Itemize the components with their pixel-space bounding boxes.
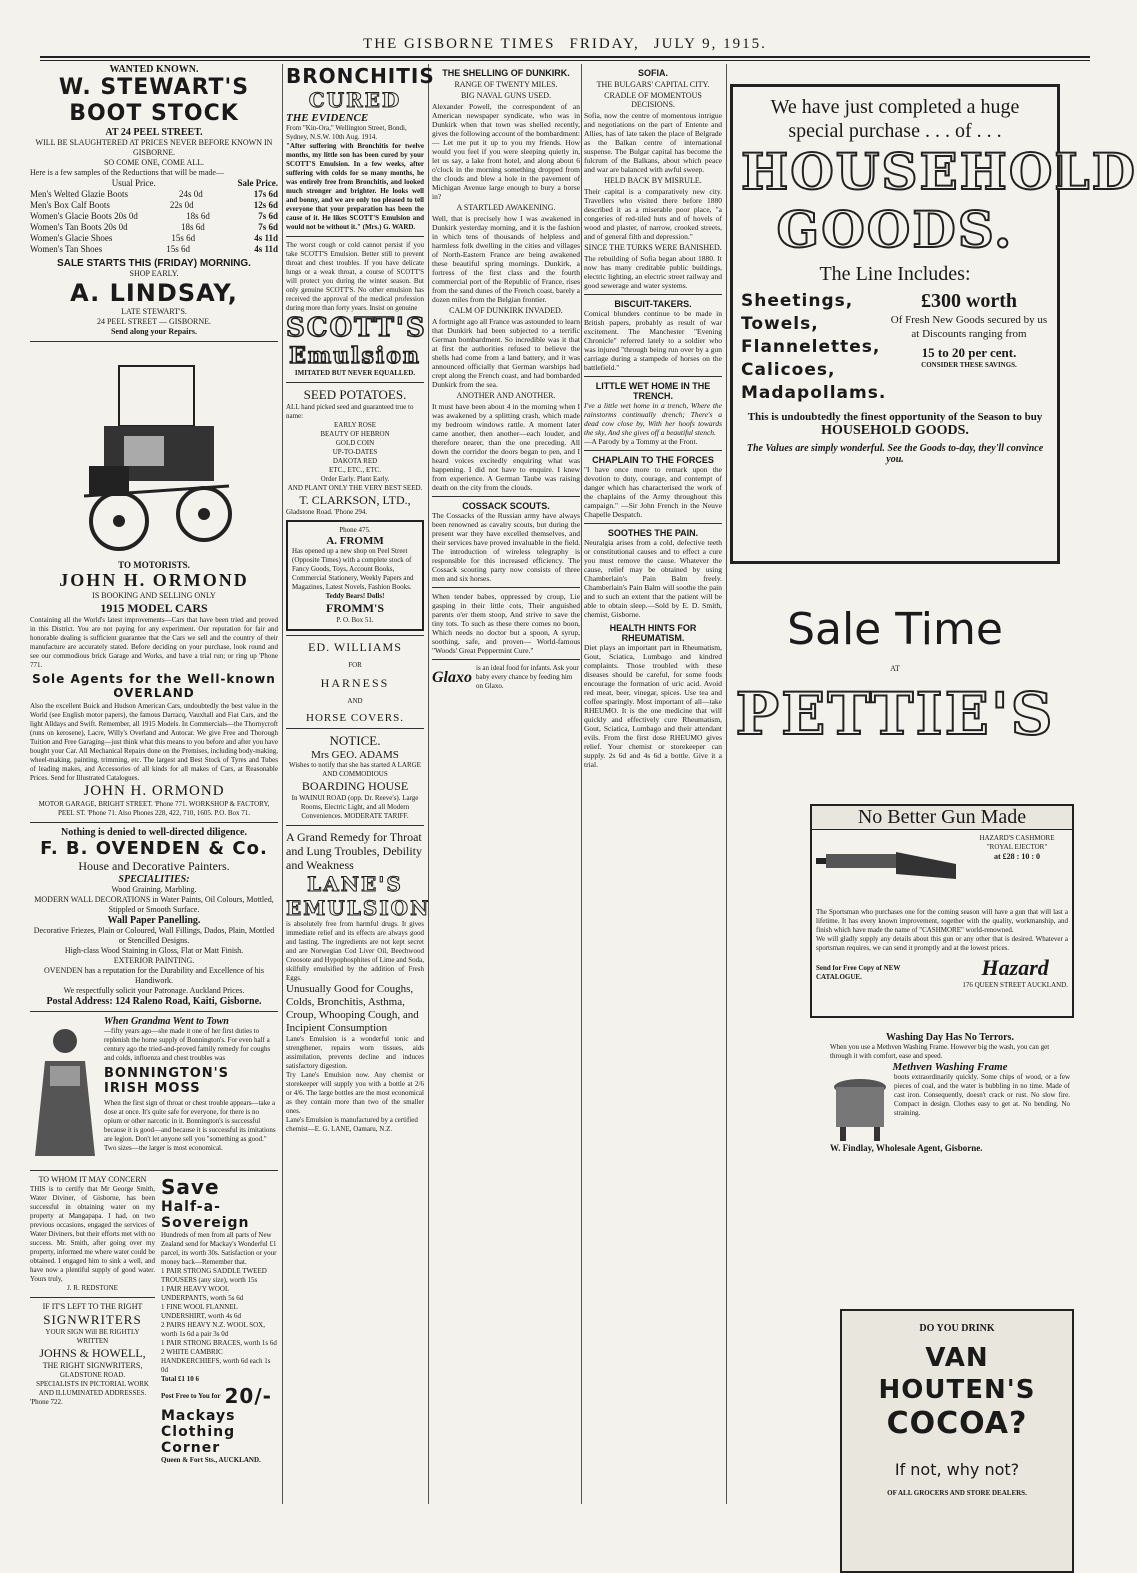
sale-at: AT	[890, 664, 900, 673]
hh-worth	[889, 290, 1049, 405]
gun-footer	[812, 953, 1072, 992]
price-row	[30, 244, 278, 255]
wet-home-poem: I've a little wet home in a trench, Where the rainstorms continually drench; There's a dead cow close by, With her hoofs towards the sky, And she gives off a beautiful stench.	[584, 401, 722, 437]
clarkson-name: T. CLARKSON, LTD.,	[299, 493, 411, 507]
repairs-line: Send along your Repairs.	[110, 327, 198, 336]
hazard-label: HAZARD'S CASHMORE "ROYAL EJECTOR"	[979, 834, 1055, 851]
shop-early: SHOP EARLY.	[129, 269, 179, 278]
emulsion-brand: Emulsion	[289, 343, 421, 369]
post-free: Post Free to You for	[161, 1391, 221, 1400]
glaxo-brand: Glaxo	[432, 668, 472, 686]
column-4	[584, 64, 722, 1504]
parcel-item: 2 WHITE CAMBRIC HANDKERCHIEFS, worth 6d each 1s 0d	[161, 1348, 271, 1374]
hh-item: Sheetings,	[741, 291, 854, 311]
hh-item: Calicoes,	[741, 360, 836, 380]
masthead	[40, 36, 1090, 56]
values-line: The Values are simply wonderful. See the Goods to-day, they'll convince you.	[746, 443, 1044, 465]
notice-heading: NOTICE.	[329, 733, 381, 748]
van-houtens: VAN HOUTEN'S	[878, 1343, 1036, 1405]
overland-heading: Sole Agents for the Well-known OVERLAND	[32, 672, 276, 700]
hh-item: Flannelettes,	[741, 337, 881, 357]
scott-body: The worst cough or cold cannot persist if you take SCOTT'S Emulsion. Better still to prevent throat and chest troubles. If you have delicate lungs or a weak throat, a course of SCOTT'S will protect you during the winter season. But only genuine SCOTT'S. No other emulsion has received the approval of the medical profession during more than forty years. Insist on genuine	[286, 241, 424, 312]
price-item: Women's Glacie Boots 20s 0d	[30, 211, 138, 221]
spec-line: Wood Graining. Marbling.	[111, 885, 197, 894]
johns-phone: 'Phone 722.	[30, 1398, 63, 1406]
imitated: IMITATED BUT NEVER EQUALLED.	[294, 369, 416, 377]
price-header	[30, 178, 278, 189]
price-sale: 7s 6d	[258, 211, 278, 221]
stewart-address: AT 24 PEEL STREET.	[105, 127, 203, 138]
parcel-item: 1 PAIR HEAVY WOOL UNDERPANTS, worth 5s 6d	[161, 1285, 244, 1302]
overland-body: Also the excellent Buick and Hudson American Cars, undoubtedly the best value in the World (see English motor papers), the famous Darracq, Vauxhall and Fiat Cars, and the light Alldays and Swift. Remember, all 1915 Models. In Commercials—the Thornycroft (runs on kerosene), Lacre, Willy's Overland and Autocar. We give Free and Thorough Tuition and Free Garaging—just think what this means to you before and after you have bought your Car. All Mechanical Repairs done on the Premises, including body-making, wheel-making, painting, trimming, etc. The largest and Best Stock of Tyres and Tubes of leading makes, and Accessories of all kinds for all makes of Cars, at Reasonable Prices. Send for Illustrated Catalogues.	[30, 702, 278, 782]
adams-body: Wishes to notify that she has started A LARGE AND COMMODIOUS	[289, 761, 421, 778]
concern-body: THIS is to certify that Mr George Smith, Water Diviner, of Gisborne, has been successful in obtaining water on my property at Mangapapa. I had, on two previous occasions, engaged the services of Water Diviners, but their efforts met with no success. Mr. Smith, after going over my property, informed me where water could be obtained. I engaged him to sink a well, and have now a plentiful supply of good water. Yours truly,	[30, 1185, 155, 1283]
price-item: Men's Box Calf Boots	[30, 200, 110, 210]
price-row	[30, 189, 278, 200]
worth-amount: £300 worth	[920, 290, 1018, 312]
spec-line: MODERN WALL DECORATIONS in Water Paints, Oil Colours, Mottled, Stippled or Smooth Surface.	[34, 895, 274, 914]
hh-intro: We have just completed a huge special purchase . . . of . . .	[770, 96, 1020, 142]
cossack-body: The Cossacks of the Russian army have always been renowned as cavalry scouts, but during the present war they have excelled themselves, and their services have proved invaluable in the field. The introduction of wireless telegraphy is responsible for this increased efficiency. The Cossack scouting party now consists of three men and six horses.	[432, 511, 580, 583]
mackays-ad	[161, 1175, 278, 1465]
article-title-soothes: SOOTHES THE PAIN.	[607, 528, 699, 538]
late-stewarts: LATE STEWART'S.	[121, 307, 187, 316]
sale-header: Sale Price.	[237, 178, 278, 188]
price-sale: 17s 6d	[253, 189, 278, 199]
startled-sub: A STARTLED AWAKENING.	[456, 203, 556, 212]
usual-header: Usual Price.	[111, 178, 156, 188]
goods-word: GOODS.	[776, 200, 1014, 259]
your-sign: YOUR SIGN Will BE RIGHTLY WRITTEN	[45, 1328, 140, 1345]
article-title-dunkirk: THE SHELLING OF DUNKIRK.	[442, 68, 570, 78]
spec-line: OVENDEN has a reputation for the Durability and Excellence of his Handiwork.	[44, 966, 264, 985]
specialities-heading: SPECIALITIES:	[118, 874, 190, 885]
bonnington-brand: BONNINGTON'S IRISH MOSS	[104, 1066, 230, 1096]
nothing-denied: Nothing is denied to well-directed diligence.	[61, 827, 247, 838]
bonnington-body: When the first sign of throat or chest trouble appears—take a dose at once. It's quite safe for everyone, for there is no opium or other narcotic in it. Bonnington's is successful because it is good—and because it is successful its imitations are legion. Don't let anyone sell you "something as good." Two sizes—the larger is most economical.	[104, 1099, 276, 1152]
fromm-body: Has opened up a new shop on Peel Street (Opposite Times) with a complete stock of Fancy Goods, Toys, Account Books, Commercial Stationery, Weekly Papers and Magazines, Latest Novels, Fashion Books.	[292, 547, 414, 591]
if-left: IF IT'S LEFT TO THE RIGHT	[42, 1302, 143, 1311]
cocoa-ad	[840, 1309, 1074, 1573]
plant-only: AND PLANT ONLY THE VERY BEST SEED.	[287, 484, 423, 492]
seed-item: BEAUTY OF HEBRON	[320, 430, 390, 438]
unusually-good: Unusually Good for Coughs, Colds, Bronchitis, Asthma, Croup, Whooping Cough, and Incipient Consumption	[286, 983, 419, 1034]
spec-line: High-class Wood Staining in Gloss, Flat or Matt Finish.	[64, 946, 244, 955]
methven-body: boots extraordinarily quickly. Some chips of wood, or a few pieces of coal, and the water is bubbling in no time. Made of cast iron. Consequently, doesn't crack or rust. No slow fire. Compact in design. Clothes easy to get at. No bending. No straining.	[894, 1073, 1070, 1117]
price-list	[30, 189, 278, 255]
opportunity: This is undoubtedly the finest opportunity of the Season to buy	[747, 411, 1043, 423]
fromm-ad	[286, 520, 424, 631]
ed-williams: ED. WILLIAMS	[308, 640, 402, 654]
specialists: SPECIALISTS IN PICTORIAL WORK AND ILLUMINATED ADDRESSES.	[36, 1380, 149, 1397]
sale-starts: SALE STARTS THIS (FRIDAY) MORNING.	[57, 258, 251, 269]
glaxo-ad	[432, 664, 580, 691]
hh-goods: HOUSEHOLD GOODS.	[821, 423, 969, 438]
ovenden-trade: House and Decorative Painters.	[78, 859, 230, 873]
parcel-item: 1 FINE WOOL FLANNEL UNDERSHIRT, worth 4s 6d	[161, 1303, 241, 1320]
ormond-name: JOHN H. ORMOND	[59, 570, 249, 590]
lindsay-name: A. LINDSAY,	[70, 279, 238, 307]
boarding-house: BOARDING HOUSE	[301, 779, 409, 793]
column-rule	[726, 64, 727, 1504]
fromm-name: A. FROMM	[326, 535, 384, 547]
save-heading: Save	[161, 1175, 220, 1199]
sale-time: Sale Time	[787, 604, 1003, 655]
gun-title: No Better Gun Made	[812, 806, 1072, 830]
price-sale: 12s 6d	[253, 200, 278, 210]
line-includes: The Line Includes:	[819, 263, 971, 285]
sofia-body-3: The rebuilding of Sofia began about 1880. It now has many creditable public buildings, electric lighting, an electric street railway and good sewerage and water systems.	[584, 254, 722, 290]
health-body: Diet plays an important part in Rheumatism, Gout, Sciatica, Lumbago and kindred complaints. Those troubled with these diseases should be careful, for some foods encourage the formation of uric acid. Avoid red meat, beer, vinegar, spices. Use tea and coffee sparingly. Most important of all—take RHEUMO. It is the one medicine that will quickly and effectively cure Rheumatism, Gout, Sciatica, Lumbago and their attendant evils. From the first dose RHEUMO gives relief. Your chemist or storekeeper can supply. 2s 6d and 4s 6d a bottle. Give it a trial.	[584, 643, 722, 769]
save-body: Hundreds of men from all parts of New Zealand send for Mackay's Wonderful £1 parcel, its worth 30s. Satisfaction or your money back—Remember that.	[161, 1231, 277, 1266]
biscuit-body: Comical blunders continue to be made in British papers, probably as result of war excitement. The Manchester "Evening Chronicle" referred lately to a soldier who was injured "through being run over by a gun carriage during a stampede of horses on the battlefield."	[584, 309, 722, 372]
lanes-body: is absolutely free from harmful drugs. It gives immediate relief and its effects are always good and lasting. The ingredients are not kept secret and are Norwegian Cod Liver Oil, Beechwood Creosote and Hypophosphites of Lime and Soda, skilfully emulsified by the addition of Fresh Eggs.	[286, 920, 424, 982]
price-row	[30, 222, 278, 233]
column-3	[432, 64, 580, 1504]
lanes-body-2: Lane's Emulsion is a wonderful tonic and strengthener, repairs worn tissues, aids assimilation, prevents decline and induces satisfactory digestion.	[286, 1035, 424, 1070]
lanes-manufacturer: Lane's Emulsion is manufactured by a certified chemist—E. G. LANE, Oamaru, N.Z.	[286, 1116, 418, 1133]
price-item: Women's Tan Boots 20s 0d	[30, 222, 128, 232]
household-goods-ad	[730, 84, 1137, 564]
for-word: FOR	[348, 661, 362, 669]
model-cars: 1915 MODEL CARS	[100, 601, 208, 615]
seed-item: UP-TO-DATES	[332, 448, 378, 456]
grandma-title: When Grandma Went to Town	[104, 1016, 229, 1027]
chaplain-body: "I have once more to remark upon the devotion to duty, courage, and contempt of danger which has characterised the work of the chaplains of the Army throughout this campaign." —Sir John French in the Neuve Chapelle Despatch.	[584, 465, 722, 519]
masthead-paper: THE GISBORNE TIMES	[363, 36, 556, 52]
washing-title: Washing Day Has No Terrors.	[886, 1032, 1014, 1043]
order-early: Order Early. Plant Early.	[320, 475, 390, 483]
price-usual: 18s 6d	[181, 222, 205, 232]
bonnington-ad	[30, 1016, 278, 1166]
petties-brand: PETTIE'S	[735, 680, 1055, 748]
sale-line-1: WILL BE SLAUGHTERED AT PRICES NEVER BEFORE KNOWN IN GISBORNE.	[35, 138, 273, 157]
grandma-body: —fifty years ago—she made it one of her first duties to replenish the home supply of Bonnington's. For even half a century ago the tried-and-proved family remedy for coughs and colds, influenza and chest troubles was	[104, 1027, 271, 1062]
washing-body: When you use a Methven Washing Frame. However big the wash, you can get through it with comfort, ease and speed.	[830, 1043, 1050, 1060]
spec-line: Decorative Friezes, Plain or Coloured, Wall Fillings, Dados, Plain, Mottled or Stencilled Designs.	[33, 926, 275, 945]
price-item: Women's Glacie Shoes	[30, 233, 113, 243]
price-intro: Here is a few samples of the Reductions that will be made—	[30, 168, 224, 177]
catalogue: Send for Free Copy of NEW CATALOGUE.	[816, 963, 901, 981]
price-row	[30, 233, 278, 244]
dunkirk-body-1: Alexander Powell, the correspondent of an American newspaper syndicate, who was in Dunkirk when that town was shelled recently, gives the following account of the bombardment:— Let me put it up to you my friends. How would you feel if you were sleeping quietly in, let us say, a lake front hotel, and along about 6 o'clock in the morning something dropped from the clouds and blew a hole in the pavement of Michigan Avenue large enough to bury a horse in?	[432, 102, 580, 201]
glaxo-body: is an ideal food for infants. Ask your baby every chance by feeding him on Glaxo.	[476, 664, 579, 690]
seed-heading: SEED POTATOES.	[303, 387, 407, 402]
signwriters: SIGNWRITERS	[43, 1312, 142, 1327]
gladstone-rd: GLADSTONE ROAD.	[59, 1371, 126, 1379]
if-not-why: If not, why not?	[894, 1460, 1020, 1479]
methven-title: Methven Washing Frame	[892, 1061, 1008, 1073]
cradle-sub: CRADLE OF MOMENTOUS DECISIONS.	[604, 91, 702, 109]
cured-heading: CURED	[308, 88, 402, 112]
mrs-adams: Mrs GEO. ADAMS	[311, 749, 399, 761]
article-title-chaplain: CHAPLAIN TO THE FORCES	[592, 455, 714, 465]
price-sale: 4s 11d	[254, 244, 278, 254]
naval-sub: BIG NAVAL GUNS USED.	[460, 91, 552, 100]
seed-item: ETC., ETC., ETC.	[329, 466, 381, 474]
the-right: THE RIGHT SIGNWRITERS,	[42, 1361, 143, 1370]
price-usual: 18s 6d	[186, 211, 210, 221]
household-word: HOUSEHOLD	[741, 142, 1137, 201]
seed-item: EARLY ROSE	[333, 421, 376, 429]
croup-poem: When tender babes, oppressed by croup, Lie gasping in their little cots, Their anguished parents o'er them stoop, And strive to save the tiny tots. To such as these there comes no boon, Which needs no doctor but a spoon, A syrup, soothing, safe, and proven— World-famous "Woods' Great Peppermint Cure."	[432, 592, 580, 655]
lanes-brand: LANE'S EMULSION	[286, 872, 431, 920]
parody-credit: —A Parody by a Tommy at the Front.	[584, 437, 698, 446]
worth-body: Of Fresh New Goods secured by us at Discounts ranging from	[890, 314, 1048, 340]
seed-body: ALL hand picked seed and guaranteed true to name:	[286, 403, 414, 420]
price-row	[30, 200, 278, 211]
ovenden-name: F. B. OVENDEN & Co.	[40, 838, 268, 859]
and-word: AND	[347, 697, 363, 705]
concern-title: TO WHOM IT MAY CONCERN	[38, 1175, 147, 1184]
mackays-address: Queen & Fort Sts., AUCKLAND.	[161, 1456, 261, 1464]
dunkirk-body-4: It must have been about 4 in the morning when I was awakened by a splitting crash, which made my bedroom windows rattle. A moment later came another, then another—each louder, and therefore nearer, than the one preceding. All down the corridor the doors began to pen, and I heard voices excitedly enquiring what was happening. I did not have to enquire. I knew from experience. A German Taube was raising death on the city from the clouds.	[432, 402, 580, 492]
column-rule	[282, 64, 283, 1504]
fromm-phone: Phone 475.	[339, 526, 371, 534]
shotgun-illustration	[816, 834, 966, 904]
boarding-address: In WAINUI ROAD (opp. Dr. Reeve's). Large Rooms, Electric Light, and all Modern Conveniences. MODERATE TARIFF.	[291, 794, 419, 820]
column-5	[730, 64, 1137, 1504]
gladly-body: We will gladly supply any details about this gun or any other that is desired. Whatever a sportsman requires, we can send it promptly and at the lowest prices.	[816, 935, 1068, 952]
masthead-date: JULY 9, 1915.	[653, 36, 767, 52]
hazard-logo: Hazard	[981, 955, 1049, 980]
price-row	[30, 211, 278, 222]
cocoa-word: COCOA?	[886, 1406, 1028, 1441]
discount-pct: 15 to 20 per cent.	[921, 345, 1017, 360]
parcel-item: 1 PAIR STRONG BRACES, worth 1s 6d	[161, 1339, 277, 1347]
parcel-item: 2 PAIRS HEAVY N.Z. WOOL SOX, worth 1s 6d a pair 3s 0d	[161, 1321, 265, 1338]
gun-ad	[810, 804, 1074, 1018]
teddy-line: Teddy Bears! Dolls!	[325, 592, 385, 600]
spec-line: EXTERIOR PAINTING.	[113, 956, 195, 965]
findlay: W. Findlay, Wholesale Agent, Gisborne.	[830, 1143, 983, 1153]
clarkson-address: Gladstone Road. 'Phone 294.	[286, 508, 368, 516]
hazard-address: 176 QUEEN STREET AUCKLAND.	[962, 981, 1068, 989]
price-sale: 4s 11d	[254, 233, 278, 243]
price-usual: 15s 6d	[171, 233, 196, 243]
hh-item: Towels,	[741, 314, 819, 334]
postal-address: Postal Address: 124 Raleno Road, Kaiti, Gisborne.	[46, 996, 262, 1007]
price-usual: 22s 0d	[169, 200, 194, 210]
gun-price: at £28 : 10 : 0	[994, 852, 1040, 861]
evidence-body: "After suffering with Bronchitis for twelve months, my little son has been cured by your SCOTT'S Emulsion. In a few weeks, after suffering with colds for so many months, he was entirely free from Bronchitis, and looked much stronger and brighter. He looks well and bonny, and we are only too pleased to tell everyone that your preparation has been the cause of it. He likes SCOTT'S Emulsion and would not be without it." (Mrs.) G. WARD.	[286, 142, 424, 231]
since-sub: SINCE THE TURKS WERE BANISHED.	[584, 243, 722, 252]
masthead-rule	[40, 56, 1090, 61]
evidence-heading: THE EVIDENCE	[286, 112, 369, 124]
mackays-name: Mackays Clothing Corner	[161, 1408, 236, 1456]
price-usual: 24s 0d	[178, 189, 203, 199]
lower-col1	[30, 1175, 278, 1465]
column-rule	[581, 64, 582, 1504]
calm-sub: CALM OF DUNKIRK INVADED.	[449, 306, 563, 315]
gun-row	[812, 830, 1072, 908]
ormond-booking: IS BOOKING AND SELLING ONLY	[92, 591, 216, 600]
scotts-brand: SCOTT'S	[286, 313, 427, 343]
concern-notice	[30, 1175, 155, 1465]
spec-line: We respectfully solicit your Patronage. Auckland Prices.	[63, 986, 245, 995]
parcel-total: Total £1 10 6	[161, 1375, 200, 1383]
johns-howell: JOHNS & HOWELL,	[39, 1346, 146, 1360]
grandma-illustration	[30, 1016, 100, 1166]
range-sub: RANGE OF TWENTY MILES.	[454, 80, 558, 89]
harness: HARNESS	[320, 676, 390, 690]
price-item: Women's Tan Shoes	[30, 244, 103, 254]
seed-item: DAKOTA RED	[332, 457, 378, 465]
washing-frame-illustration	[830, 1073, 890, 1143]
bronchitis-heading: BRONCHITIS	[286, 64, 435, 88]
half-sovereign: Half-a-Sovereign	[161, 1199, 250, 1231]
seed-item: GOLD COIN	[335, 439, 375, 447]
column-rule	[428, 64, 429, 1504]
motor-car-illustration	[64, 346, 244, 556]
masthead-day: FRIDAY,	[569, 36, 640, 52]
sale-line-2: SO COME ONE, COME ALL.	[103, 158, 204, 167]
article-title-biscuit: BISCUIT-TAKERS.	[614, 299, 692, 309]
ormond-body: Containing all the World's latest improvements—Cars that have been tried and proved in this District. You are not paying for any experiment. Our reputation for fair and honorable dealing is sufficient guarantee that the Cars we sell and the country of their manufacture are accurately stated. Before deciding on your purchase, look round and see our commodious brick Garage and Works, and have a trial run; or ring up 'Phone 771.	[30, 616, 278, 669]
hh-item: Madapollams.	[741, 383, 887, 403]
fromms: FROMM'S	[326, 601, 384, 615]
horse-covers: HORSE COVERS.	[306, 712, 404, 724]
wanted-heading: WANTED KNOWN.	[109, 64, 199, 75]
held-back-sub: HELD BACK BY MISRULE.	[604, 176, 702, 185]
washing-ad	[830, 1032, 1070, 1153]
try-lanes: Try Lane's Emulsion now. Any chemist or storekeeper will supply you with a bottle at 2/6 or 4/6. The large bottles are the most economical as they contain more than two of the smaller ones.	[286, 1071, 424, 1115]
sofia-body-2: Their capital is a comparatively new city. Travellers who visited there before 1880 described it as a miserable poor place, "a congeries of red-tiled huts and of hovels of wood and plaster, of narrow, crooked streets, and of general filth and depression."	[584, 187, 722, 241]
soothes-body: Neuralgia arises from a cold, defective teeth or constitutional causes and to effect a cure you must remove the cause. Whatever the cause, relief may be obtained by using Chamberlain's Pain Balm freely. Chamberlain's Pain Balm will soothe the pain and to such an extent that the patient will be able to obtain sleep.—Sold by E. D. Smith, chemist, Gisborne.	[584, 538, 722, 619]
sportsman-body: The Sportsman who purchases one for the coming season will have a gun that will last a lifetime. It has every known improvement, together with the quality, workmanship, and finish which have made the name of "CASHMORE" world-renowned.	[816, 908, 1068, 934]
parcel-price: 20/-	[224, 1384, 272, 1408]
column-1	[30, 64, 278, 1504]
spec-line: Wall Paper Panelling.	[107, 915, 201, 926]
sofia-body-1: Sofia, now the centre of momentous intrigue and negotiations on the part of Entente and Allies, has of late taken the place of Belgrade as the Balkan centre of international suspense. The Bulgar capital has become the fulcrum of the Balkans, about which peace and war are balanced with awful sweep.	[584, 111, 722, 174]
dunkirk-body-3: A fortnight ago all France was astounded to learn that Dunkirk had been subjected to a terrific German bombardment. So incredible was it that at first the authorities refused to believe the shells had come from a land battery, and it was announced officially that German warships had crept along the French coast, and had bombarded Dunkirk from the sea.	[432, 317, 580, 389]
hh-details	[741, 290, 1049, 405]
all-grocers: OF ALL GROCERS AND STORE DEALERS.	[887, 1489, 1027, 1497]
article-title-cossack: COSSACK SCOUTS.	[462, 501, 550, 511]
column-2	[286, 64, 435, 1504]
article-title-health: HEALTH HINTS FOR RHEUMATISM.	[609, 623, 697, 643]
evidence-from: From "Kin-Ora," Wellington Street, Bondi, Sydney, N.S.W. 10th Aug. 1914.	[286, 124, 407, 141]
grand-remedy: A Grand Remedy for Throat and Lung Troubles, Debility and Weakness	[286, 830, 423, 872]
fromm-pobox: P. O. Box 51.	[336, 616, 374, 624]
concern-signature: J. R. REDSTONE	[67, 1284, 118, 1292]
lindsay-address: 24 PEEL STREET — GISBORNE.	[96, 317, 211, 326]
hh-item-list	[741, 290, 887, 405]
price-sale: 7s 6d	[258, 222, 278, 232]
bulgars-sub: THE BULGARS' CAPITAL CITY.	[596, 80, 710, 89]
stewart-title: W. STEWART'S BOOT STOCK	[58, 75, 250, 126]
motorists-heading: TO MOTORISTS.	[118, 560, 190, 570]
ormond-name-2: JOHN H. ORMOND	[83, 783, 225, 799]
do-you-drink: DO YOU DRINK	[919, 1323, 995, 1334]
article-title-wet-home: LITTLE WET HOME IN THE TRENCH.	[595, 381, 711, 401]
parcel-item: 1 PAIR STRONG SADDLE TWEED TROUSERS (any size), worth 15s	[161, 1267, 267, 1284]
methven-row	[830, 1073, 1070, 1143]
ormond-address: MOTOR GARAGE, BRIGHT STREET. 'Phone 771. WORKSHOP & FACTORY, PEEL ST. 'Phone 71. Also Phones 228, 422, 710, 1605. P.O. Box 71.	[38, 800, 270, 817]
dunkirk-body-2: Well, that is precisely how I was awakened in Dunkirk yesterday morning, and it is the fashion in which tens of thousands of helpless and harmless folk dwelling in the cities and villages of North-Eastern France are being awakened these beautiful spring mornings. Dunkirk, a fortress of the first class and the fourth commercial port of the Republic of France, rises from the sand dunes of the French coast, barely a dozen miles from the Belgian frontier.	[432, 214, 580, 304]
price-usual: 15s 6d	[166, 244, 191, 254]
consider-savings: CONSIDER THESE SAVINGS.	[921, 361, 1017, 369]
another-sub: ANOTHER AND ANOTHER.	[456, 391, 556, 400]
price-item: Men's Welted Glazie Boots	[30, 189, 128, 199]
article-title-sofia: SOFIA.	[637, 68, 668, 78]
